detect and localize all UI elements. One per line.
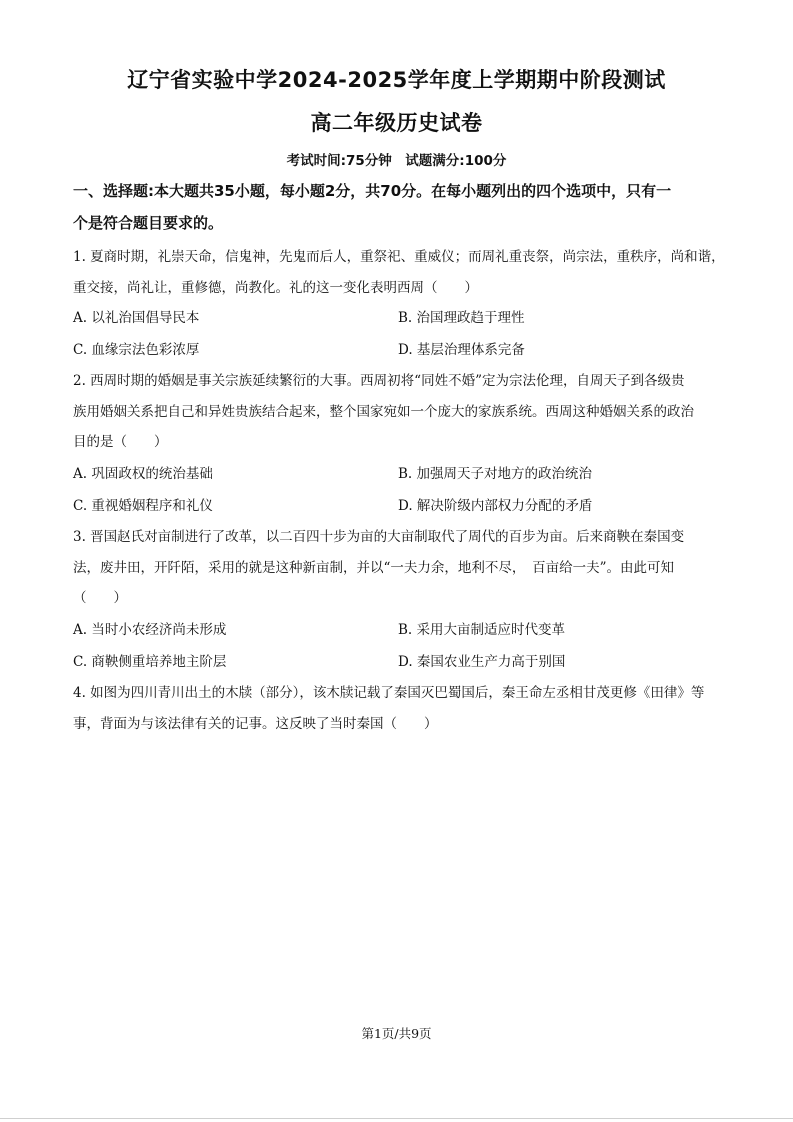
page-indicator: 第1页/共9页 bbox=[361, 1026, 432, 1041]
question-4-stem-line1: 4. 如图为四川青川出土的木牍（部分），该木牍记载了秦国灭巴蜀国后，秦王命左丞相甘茂更修《田律》等 bbox=[73, 685, 705, 701]
section-header-line1: 一、选择题:本大题共35小题，每小题2分，共70分。在每小题列出的四个选项中，只有一 bbox=[73, 182, 672, 200]
question-1-option-d: D. 基层治理体系完备 bbox=[398, 342, 525, 358]
question-2-stem-line2: 族用婚姻关系把自己和异姓贵族结合起来，整个国家宛如一个庞大的家族系统。西周这种婚姻关系的政治 bbox=[73, 404, 694, 420]
question-2-stem-line3: 目的是（ ） bbox=[73, 434, 168, 450]
question-2-option-d: D. 解决阶级内部权力分配的矛盾 bbox=[398, 498, 593, 514]
question-2-option-c: C. 重视婚姻程序和礼仪 bbox=[73, 498, 213, 514]
question-2-option-a: A. 巩固政权的统治基础 bbox=[73, 466, 213, 482]
exam-meta: 考试时间:75分钟 试题满分:100分 bbox=[286, 153, 507, 169]
question-1-stem-line1: 1. 夏商时期，礼崇天命，信鬼神，先鬼而后人，重祭祀、重威仪；而周礼重丧祭，尚宗法，重秩序，尚和谐， bbox=[73, 249, 725, 265]
question-2-option-b: B. 加强周天子对地方的政治统治 bbox=[398, 466, 593, 482]
page-bottom-edge bbox=[0, 1118, 793, 1119]
question-3-option-d: D. 秦国农业生产力高于别国 bbox=[398, 654, 566, 670]
question-3-stem-line2: 法，废井田，开阡陌，采用的就是这种新亩制，并以“一夫力余，地利不尽， 百亩给一夫”。由此可知 bbox=[73, 560, 675, 576]
question-3-option-c: C. 商鞅侧重培养地主阶层 bbox=[73, 654, 227, 670]
question-3-stem-line1: 3. 晋国赵氏对亩制进行了改革，以二百四十步为亩的大亩制取代了周代的百步为亩。后来商鞅在秦国变 bbox=[73, 529, 685, 545]
question-1-option-b: B. 治国理政趋于理性 bbox=[398, 310, 525, 326]
question-1-option-a: A. 以礼治国倡导民本 bbox=[73, 310, 200, 326]
question-1-option-c: C. 血缘宗法色彩浓厚 bbox=[73, 342, 200, 358]
question-3-stem-line3: （ ） bbox=[73, 590, 127, 606]
question-1-stem-line2: 重交接，尚礼让，重修德，尚教化。礼的这一变化表明西周（ ） bbox=[73, 280, 478, 296]
question-3-option-b: B. 采用大亩制适应时代变革 bbox=[398, 622, 566, 638]
section-header-line2: 个是符合题目要求的。 bbox=[73, 214, 224, 232]
question-2-stem-line1: 2. 西周时期的婚姻是事关宗族延续繁衍的大事。西周初将“同姓不婚”定为宗法伦理，自周天子到各级贵 bbox=[73, 373, 685, 389]
exam-title-line2: 高二年级历史试卷 bbox=[310, 111, 483, 135]
question-3-option-a: A. 当时小农经济尚未形成 bbox=[73, 622, 227, 638]
question-4-stem-line2: 事，背面为与该法律有关的记事。这反映了当时秦国（ ） bbox=[73, 716, 438, 732]
exam-title-line1: 辽宁省实验中学2024-2025学年度上学期期中阶段测试 bbox=[127, 68, 666, 92]
